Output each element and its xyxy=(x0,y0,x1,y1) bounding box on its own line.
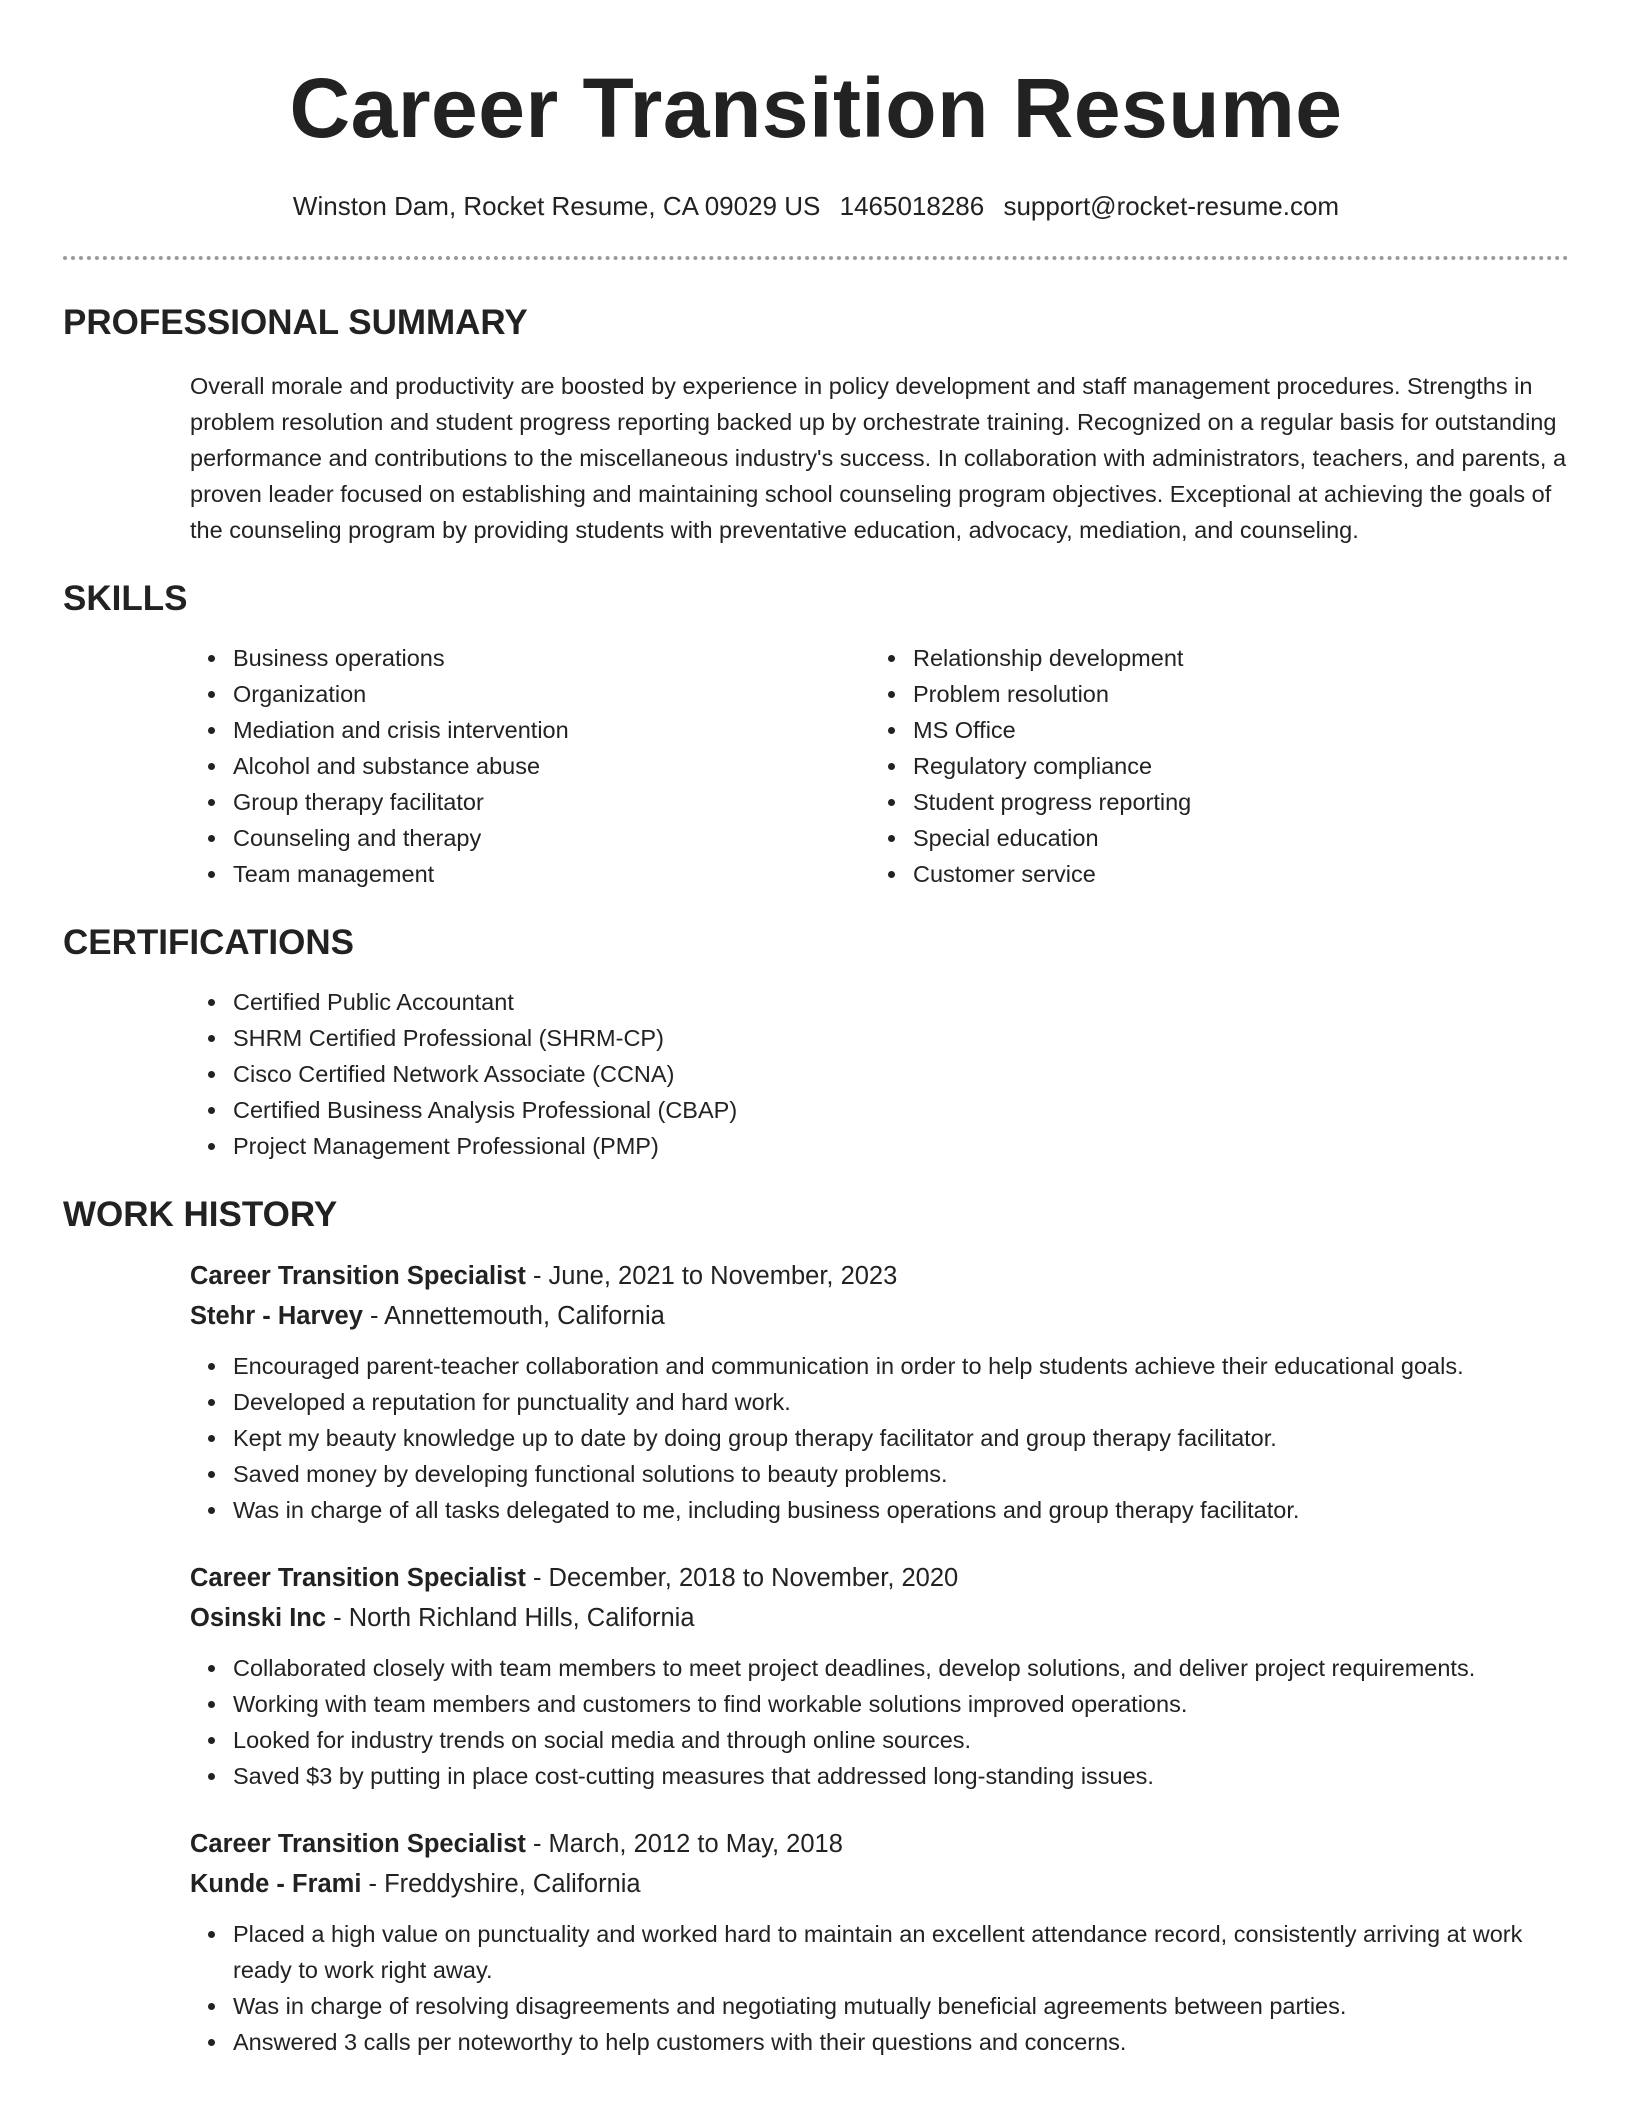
job-bullet: Was in charge of all tasks delegated to me, including business operations and group therapy facilitator. xyxy=(233,1492,1569,1528)
section-title-summary: PROFESSIONAL SUMMARY xyxy=(63,303,528,342)
job-location: - North Richland Hills, California xyxy=(326,1604,695,1632)
certification-item: SHRM Certified Professional (SHRM-CP) xyxy=(233,1020,1569,1056)
job-bullet: Saved money by developing functional solutions to beauty problems. xyxy=(233,1456,1569,1492)
job-title-line xyxy=(190,1558,1569,1598)
certification-item: Certified Business Analysis Professional (CBAP) xyxy=(233,1092,1569,1128)
job-company-line xyxy=(190,1598,1569,1638)
contact-phone: 1465018286 xyxy=(839,191,985,221)
job-entry xyxy=(190,1256,1569,1528)
skill-item: Relationship development xyxy=(913,640,1513,676)
job-dates: - March, 2012 to May, 2018 xyxy=(525,1830,843,1858)
skill-item: Customer service xyxy=(913,856,1513,892)
job-bullet: Was in charge of resolving disagreements and negotiating mutually beneficial agreements between parties. xyxy=(233,1988,1569,2024)
contact-address: Winston Dam, Rocket Resume, CA 09029 US xyxy=(292,191,821,221)
skill-item: Special education xyxy=(913,820,1513,856)
skill-item: Group therapy facilitator xyxy=(233,784,743,820)
job-role: Career Transition Specialist xyxy=(190,1262,526,1290)
job-title-line xyxy=(190,1824,1569,1864)
skill-item: Organization xyxy=(233,676,743,712)
job-bullet: Working with team members and customers to find workable solutions improved operations. xyxy=(233,1686,1569,1722)
job-role: Career Transition Specialist xyxy=(190,1564,526,1592)
summary-text: Overall morale and productivity are boosted by experience in policy development and staff management procedures. Strengths in problem resolution and student progress reporting backed up by orchestrate training. Recognized on a regular basis for outstanding performance and contributions to the miscellaneous industry's success. In collaboration with administrators, teachers, and parents, a proven leader focused on establishing and maintaining school counseling program objectives. Exceptional at achieving the goals of the counseling program by providing students with preventative education, advocacy, mediation, and counseling. xyxy=(190,373,1567,543)
job-company-line xyxy=(190,1296,1569,1336)
certification-item: Project Management Professional (PMP) xyxy=(233,1128,1569,1164)
header-divider xyxy=(63,256,1569,260)
skill-item: Counseling and therapy xyxy=(233,820,743,856)
section-title-work-history: WORK HISTORY xyxy=(63,1195,338,1234)
job-title-line xyxy=(190,1256,1569,1296)
skill-item: MS Office xyxy=(913,712,1513,748)
skills-list xyxy=(63,640,1569,892)
job-company-line xyxy=(190,1864,1569,1904)
contact-line xyxy=(63,190,1569,222)
skill-item: Business operations xyxy=(233,640,743,676)
certification-item: Certified Public Accountant xyxy=(233,984,1569,1020)
skill-item: Team management xyxy=(233,856,743,892)
job-bullet: Looked for industry trends on social media and through online sources. xyxy=(233,1722,1569,1758)
job-bullet: Kept my beauty knowledge up to date by doing group therapy facilitator and group therapy facilitator. xyxy=(233,1420,1569,1456)
job-bullet: Placed a high value on punctuality and worked hard to maintain an excellent attendance record, consistently arriving at work ready to work right away. xyxy=(233,1916,1569,1988)
job-entry xyxy=(190,1558,1569,1794)
skill-item: Mediation and crisis intervention xyxy=(233,712,743,748)
skill-item: Problem resolution xyxy=(913,676,1513,712)
job-dates: - June, 2021 to November, 2023 xyxy=(525,1262,898,1290)
job-bullet: Collaborated closely with team members to meet project deadlines, develop solutions, and deliver project requirements. xyxy=(233,1650,1569,1686)
skill-item: Alcohol and substance abuse xyxy=(233,748,743,784)
section-title-skills: SKILLS xyxy=(63,579,188,618)
certification-item: Cisco Certified Network Associate (CCNA) xyxy=(233,1056,1569,1092)
job-bullets xyxy=(190,1650,1569,1794)
job-bullets xyxy=(190,1916,1569,2060)
job-location: - Freddyshire, California xyxy=(361,1870,641,1898)
skills-column-left xyxy=(63,640,743,892)
job-entry xyxy=(190,1824,1569,2060)
job-company: Osinski Inc xyxy=(190,1604,327,1632)
job-bullet: Answered 3 calls per noteworthy to help customers with their questions and concerns. xyxy=(233,2024,1569,2060)
job-company: Kunde - Frami xyxy=(190,1870,362,1898)
contact-email: support@rocket-resume.com xyxy=(1003,191,1340,221)
job-company: Stehr - Harvey xyxy=(190,1302,363,1330)
job-bullet: Encouraged parent-teacher collaboration and communication in order to help students achieve their educational goals. xyxy=(233,1348,1569,1384)
skills-column-right xyxy=(743,640,1513,892)
job-location: - Annettemouth, California xyxy=(362,1302,665,1330)
job-bullet: Saved $3 by putting in place cost-cutting measures that addressed long-standing issues. xyxy=(233,1758,1569,1794)
job-dates: - December, 2018 to November, 2020 xyxy=(525,1564,959,1592)
job-bullets xyxy=(190,1348,1569,1528)
resume-title: Career Transition Resume xyxy=(289,61,1343,155)
certifications-list xyxy=(63,984,1569,1164)
skill-item: Student progress reporting xyxy=(913,784,1513,820)
section-title-certifications: CERTIFICATIONS xyxy=(63,923,355,962)
job-role: Career Transition Specialist xyxy=(190,1830,526,1858)
job-bullet: Developed a reputation for punctuality and hard work. xyxy=(233,1384,1569,1420)
skill-item: Regulatory compliance xyxy=(913,748,1513,784)
